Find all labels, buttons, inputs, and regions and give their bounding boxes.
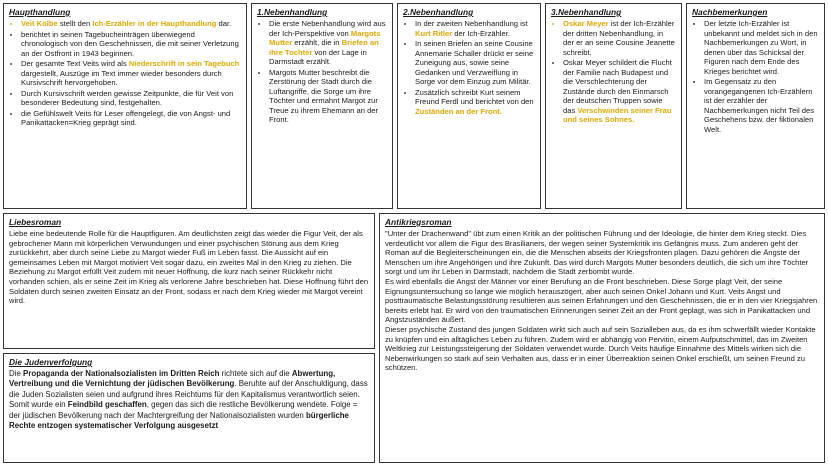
bullet-item [415, 19, 535, 38]
bold-text: Abwertung, Vertreibung und die Vernichtung der jüdischen Bevölkerung [9, 369, 336, 389]
bullet-text: dar. [216, 19, 232, 28]
nebenhandlung3-title: 3.Nebenhandlung [551, 7, 622, 17]
paragraph-text: Die [9, 369, 24, 378]
paragraph-text: richtete sich auf die [219, 369, 292, 378]
bullet-item [269, 19, 387, 67]
antikriegsroman-title: Antikriegsroman [385, 217, 452, 227]
antikriegsroman-paragraph: "Unter der Drachenwand" übt zum einen Kritik an der politischen Führung und der Ideologie, die hinter dem Krieg steckt. Dies verdeutlicht vor allem die Figur des Brasilianers, der wegen seiner Systemkritik ins Gefängnis muss. Zum anderen geht der Roman auf die Begleiterscheinungen ein, die die Menschen abseits der Kriegsfronten plagen. Dazu gehören die Ängste der Menschen um ihre Angehörigen und ihre Zukunft. Das wird durch Margots Mutter besonders deutlich, die sich um ihre Töchter sorgt und um ihr Leben in Darmstadt, nachdem die Stadt zerbombt wurde. [385, 229, 809, 277]
liebesroman-title: Liebesroman [9, 217, 62, 227]
bullet-text: Zusätzlich schreibt Kurt seinem Freund Ferdl und berichtet von den [415, 87, 534, 106]
nachbemerkungen-title: Nachbemerkungen [692, 7, 768, 17]
nebenhandlung1-title: 1.Nebenhandlung [257, 7, 328, 17]
bold-text: bürgerliche Rechte entzogen systematischer Verfolgung ausgesetzt [9, 410, 349, 431]
bullet-text: Oskar Meyer schildert die Flucht der Familie nach Budapest und die Verschlechterung der Zustände durch den Einmarsch der deutschen Truppen sowie das [563, 58, 672, 115]
antikriegsroman-paragraph: Dieser psychische Zustand des jungen Soldaten wirkt sich auch auf sein Sozialleben aus, da es ihm schwerfällt wieder Kontakte zu knüpfen und ein alltägliches Leben zu führen. Zudem wird er abhängig von Pervitin, einem Aufputschmittel, das im Zweiten Weltkrieg zur Leistungssteigerung der Soldaten verwendet wurde. Durch Veits häufige Einnahme des Mittels wirken sich die Nebenwirkungen so stark auf sein Verhalten aus, dass er in einer Überreaktion seinen Onkel erschießt, um seinen Freund zu schützen. [385, 324, 816, 373]
bullet-text: die Gefühlswelt Veits für Leser offengelegt, die von Angst- und Panikattacken=Krieg geprägt sind. [21, 108, 231, 127]
bullet-item [415, 39, 535, 87]
highlight-text: Zuständen an der Front. [415, 106, 502, 116]
nebenhandlung2-box [397, 3, 541, 209]
bullet-text: ist der Ich-Erzähler der dritten Nebenhandlung, in der er an seine Cousine Jeanette schreibt. [563, 19, 675, 57]
bullet-item [704, 19, 819, 76]
nachbemerkungen-box [686, 3, 825, 209]
highlight-text: Ich-Erzähler in der Haupthandlung [92, 19, 217, 28]
nebenhandlung3-list [551, 19, 676, 125]
bold-text: Propaganda der Nationalsozialisten im Dritten Reich [23, 369, 220, 378]
highlight-text: Veit Kolbe [21, 19, 58, 28]
bullet-text: erzählt, die in [292, 38, 342, 47]
bullet-text: dargestellt, Auszüge im Text immer wieder besonders durch Kursivschrift hervorgehoben. [21, 68, 222, 87]
nebenhandlung1-list [257, 19, 387, 125]
haupthandlung-list [9, 19, 241, 128]
paragraph-text: , gegen das sich die restliche Bevölkerung wendete. Folge = der jüdischen Bevölkerung nach der Machtergreifung der Nationalsozialisten wurden [9, 400, 358, 420]
antikriegsroman-box [379, 213, 825, 463]
highlight-text: Niederschrift in sein Tagebuch [128, 59, 240, 68]
haupthandlung-title: Haupthandlung [9, 7, 71, 17]
bullet-text: der Ich-Erzähler. [452, 28, 510, 38]
bullet-item [704, 77, 819, 134]
liebesroman-text: Liebe eine bedeutende Rolle für die Hauptfiguren. Am deutlichsten zeigt das wieder die Figur Veit, der als gebrochener Mann mit körperlichen Verwundungen und einer psychischen Störung aus dem Krieg zurückkehrt, aber durch seine Liebe zu Margot wieder Fuß im Leben fasst. Die Aussicht auf ein gemeinsames Leben mit Margot motiviert Veit sogar dazu, ein zweites Mal in den Krieg zu ziehen. Die Beziehung zu Margot erfüllt Veit zudem mit neuer Hoffnung, die kurz nach seiner Rückkehr nicht vorhanden schien, als er seine Zeit im Krieg als verlorene Jahre beschrieben hat. Diese Hoffnung führt den Soldaten durch seinen zweiten Einsatz an der Front, sodass er nach dem Krieg wieder mit Margot vereint wird. [9, 229, 369, 306]
bullet-item [563, 19, 676, 57]
haupthandlung-box [3, 3, 247, 209]
bullet-item [21, 59, 241, 88]
bullet-text: Die erste Nebenhandlung wird aus der Ich-Perspektive von [269, 19, 386, 38]
highlight-text: Briefen an ihre Tochter [269, 38, 379, 57]
bullet-item [21, 109, 241, 128]
bullet-text: stellt den [57, 19, 93, 28]
bullet-text: Im Gegensatz zu den vorangegangenen Ich-Erzählern ist der erzähler der Nachbemerkungen nicht Teil des Geschehens bzw. der fiktionalen Welt. [704, 77, 815, 134]
bullet-text: In der zweiten Nebenhandlung ist [415, 19, 528, 28]
highlight-text: Verschwinden seiner Frau und seines Sohnes. [563, 105, 672, 124]
highlight-text: Margots Mutter [269, 28, 381, 47]
nebenhandlung3-box [545, 3, 682, 209]
bold-text: Feindbild geschaffen [67, 400, 147, 410]
bullet-item [21, 30, 241, 59]
nebenhandlung2-title: 2.Nebenhandlung [403, 7, 474, 17]
bullet-text: von der Lage in Darmstadt erzählt. [269, 47, 367, 66]
bullet-item [21, 89, 241, 108]
bullet-item [415, 88, 535, 117]
nebenhandlung2-list [403, 19, 535, 116]
bullet-item [563, 58, 676, 125]
nachbemerkungen-list [692, 19, 819, 134]
judenverfolgung-text [9, 369, 369, 431]
judenverfolgung-box [3, 353, 375, 463]
bullet-text: In seinen Briefen an seine Cousine Annemarie Schaller drückt er seine Zuneigung aus, sowie seine Gedanken und Verzweiflung in Sorge vor dem Einzug zum Militär. [415, 39, 534, 86]
bullet-text: Der gesamte Text Veits wird als [21, 59, 129, 68]
bullet-item [269, 68, 387, 125]
paragraph-text: . Beruhte auf der Anschuldigung, dass die Juden Sozialisten seien und aufgrund ihres Reichtums für den Kapitalismus verantwortlich seien. Somit wurde ein [9, 379, 368, 410]
bullet-item [21, 19, 241, 29]
bullet-text: Der letzte Ich-Erzähler ist unbekannt und meldet sich in den Nachbemerkungen zu Wort, in denen über das Schicksal der Figuren nach dem Ende des Krieges berichtet wird. [704, 19, 818, 76]
bullet-text: Durch Kursivschrift werden gewisse Zeitpunkte, die für Veit von besonderer Bedeutung sind, festgehalten. [21, 88, 234, 107]
judenverfolgung-title: Die Judenverfolgung [9, 357, 93, 367]
liebesroman-box [3, 213, 375, 349]
nebenhandlung1-box [251, 3, 393, 209]
bullet-text: Margots Mutter beschreibt die Zerstörung der Stadt durch die Luftangriffe, die Sorge um ihre Töchter und ermahnt Margot zur Treue zu ihrem Ehemann an der Front. [269, 67, 379, 124]
highlight-text: Kurt Ritler [415, 28, 453, 38]
highlight-text: Oskar Meyer [563, 19, 609, 28]
antikriegsroman-paragraph: Es wird ebenfalls die Angst der Männer vor einer Berufung an die Front beschrieben. Diese Sorge plagt Veit, der seine Eignungsuntersuchung so lange wie möglich herauszögert, aber auch seinen Onkel Johann und Kurt. Veits Angst und posttraumatische Belastungsstörung resultieren aus seinen Erfahrungen und den Geschehnissen, die er in den vier Kriegsjahren bereits erlebt hat. Er wird von den traumatischen Erinnerungen seiner Zeit an der Front geplagt, was sich in Panikattacken und Angstzuständen äußert. [385, 276, 818, 325]
bullet-text: berichtet in seinen Tagebucheinträgen überwiegend chronologisch von den Geschehnissen, die mit seiner Verletzung an der Ostfront in 1943 beginnen. [21, 29, 239, 58]
